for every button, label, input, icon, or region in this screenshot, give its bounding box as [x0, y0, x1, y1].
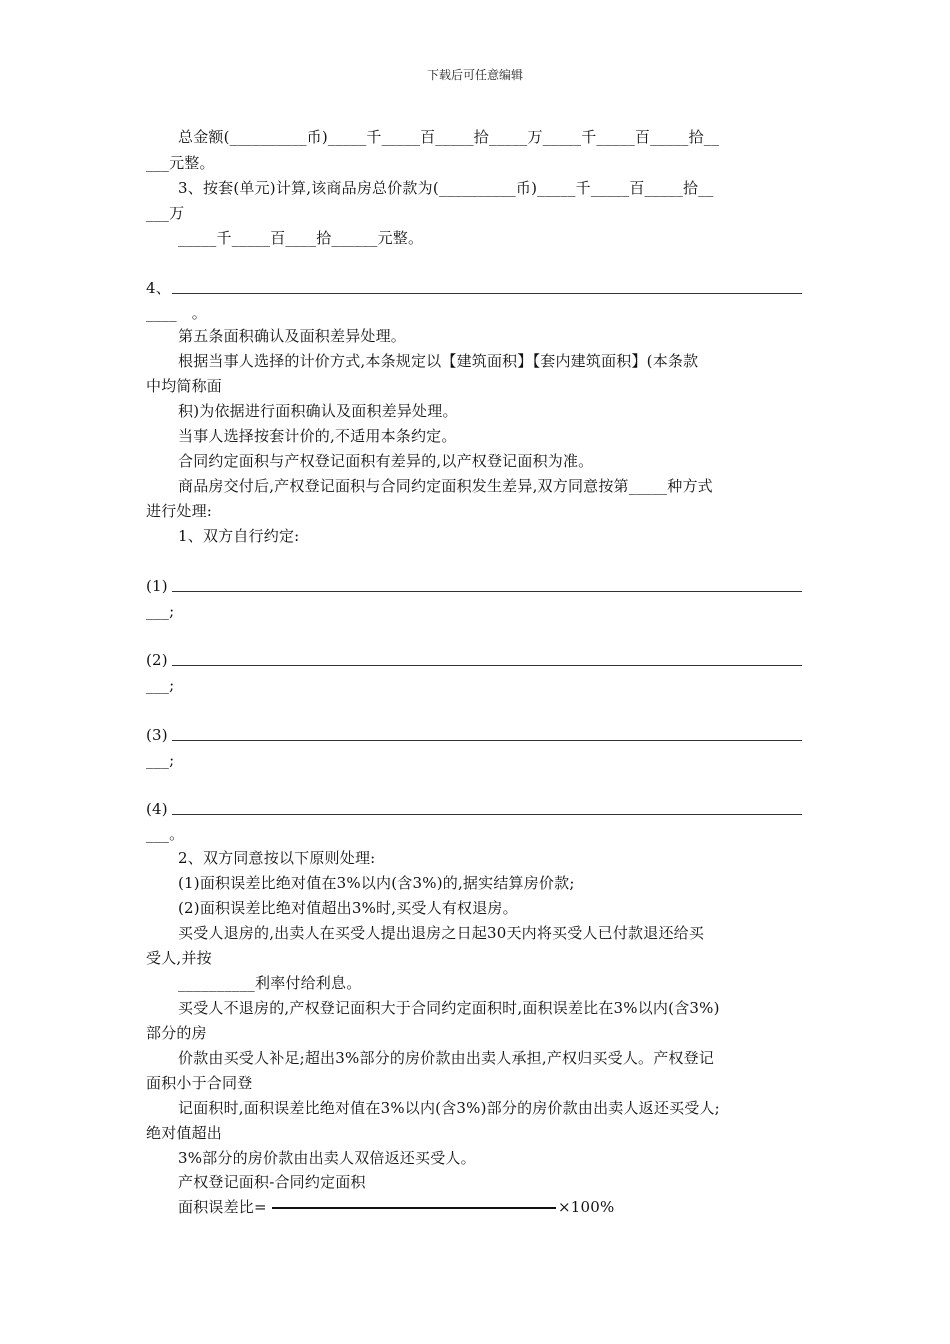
- text-line: 4、: [146, 279, 171, 297]
- formula-multiplier: ×100%: [558, 1198, 615, 1216]
- text-line: 当事人选择按套计价的,不适用本条约定。: [178, 427, 457, 445]
- text-line: 积)为依据进行面积确认及面积差异处理。: [178, 402, 458, 420]
- text-line: 买受人不退房的,产权登记面积大于合同约定面积时,面积误差比在3%以内(含3%): [178, 999, 720, 1017]
- text-line: _____千_____百____拾______元整。: [178, 229, 424, 247]
- text-line: 记面积时,面积误差比绝对值在3%以内(含3%)部分的房价款由出卖人返还买受人;: [178, 1099, 720, 1117]
- blank-underline: [172, 591, 802, 592]
- text-line: 价款由买受人补足;超出3%部分的房价款由出卖人承担,产权归买受人。产权登记: [178, 1049, 715, 1067]
- text-line: ___;: [146, 751, 175, 769]
- text-line: ___;: [146, 602, 175, 620]
- text-line: 3%部分的房价款由出卖人双倍返还买受人。: [178, 1149, 476, 1167]
- list-item-label: (4): [146, 800, 168, 818]
- text-line: 绝对值超出: [146, 1124, 223, 1142]
- text-line: 根据当事人选择的计价方式,本条规定以【建筑面积】【套内建筑面积】(本条款: [178, 352, 699, 370]
- text-line: 总金额(__________币)_____千_____百_____拾_____万_____千_____百_____拾__: [178, 128, 720, 146]
- section-title: 第五条面积确认及面积差异处理。: [178, 327, 407, 345]
- text-line: 进行处理:: [146, 502, 213, 520]
- blank-underline: [172, 293, 802, 294]
- text-line: (1)面积误差比绝对值在3%以内(含3%)的,据实结算房价款;: [178, 874, 575, 892]
- fraction-bar: [272, 1207, 556, 1209]
- text-line: 买受人退房的,出卖人在买受人提出退房之日起30天内将买受人已付款退还给买: [178, 924, 705, 942]
- text-line: 中均简称面: [146, 377, 223, 395]
- text-line: 合同约定面积与产权登记面积有差异的,以产权登记面积为准。: [178, 452, 594, 470]
- text-line: 3、按套(单元)计算,该商品房总价款为(__________币)_____千_____百_____拾__: [178, 179, 714, 197]
- text-line: __________利率付给利息。: [178, 974, 362, 992]
- text-line: 商品房交付后,产权登记面积与合同约定面积发生差异,双方同意按第_____种方式: [178, 477, 713, 495]
- list-item-label: (1): [146, 577, 168, 595]
- text-line: 面积小于合同登: [146, 1074, 253, 1092]
- formula-label: 面积误差比=: [178, 1198, 267, 1216]
- text-line: (2)面积误差比绝对值超出3%时,买受人有权退房。: [178, 899, 518, 917]
- text-line: ___万: [146, 204, 185, 222]
- text-line: ___元整。: [146, 154, 215, 172]
- text-line: 1、双方自行约定:: [178, 527, 300, 545]
- page-header: 下载后可任意编辑: [426, 68, 523, 82]
- text-line: ____ 。: [146, 304, 207, 322]
- blank-underline: [172, 740, 802, 741]
- blank-underline: [172, 665, 802, 666]
- list-item-label: (3): [146, 726, 168, 744]
- text-line: 2、双方同意按以下原则处理:: [178, 849, 376, 867]
- list-item-label: (2): [146, 651, 168, 669]
- text-line: ___;: [146, 676, 175, 694]
- blank-underline: [172, 814, 802, 815]
- text-line: 受人,并按: [146, 949, 212, 967]
- text-line: 部分的房: [146, 1024, 207, 1042]
- text-line: ___。: [146, 825, 185, 843]
- formula-numerator: 产权登记面积-合同约定面积: [178, 1173, 366, 1191]
